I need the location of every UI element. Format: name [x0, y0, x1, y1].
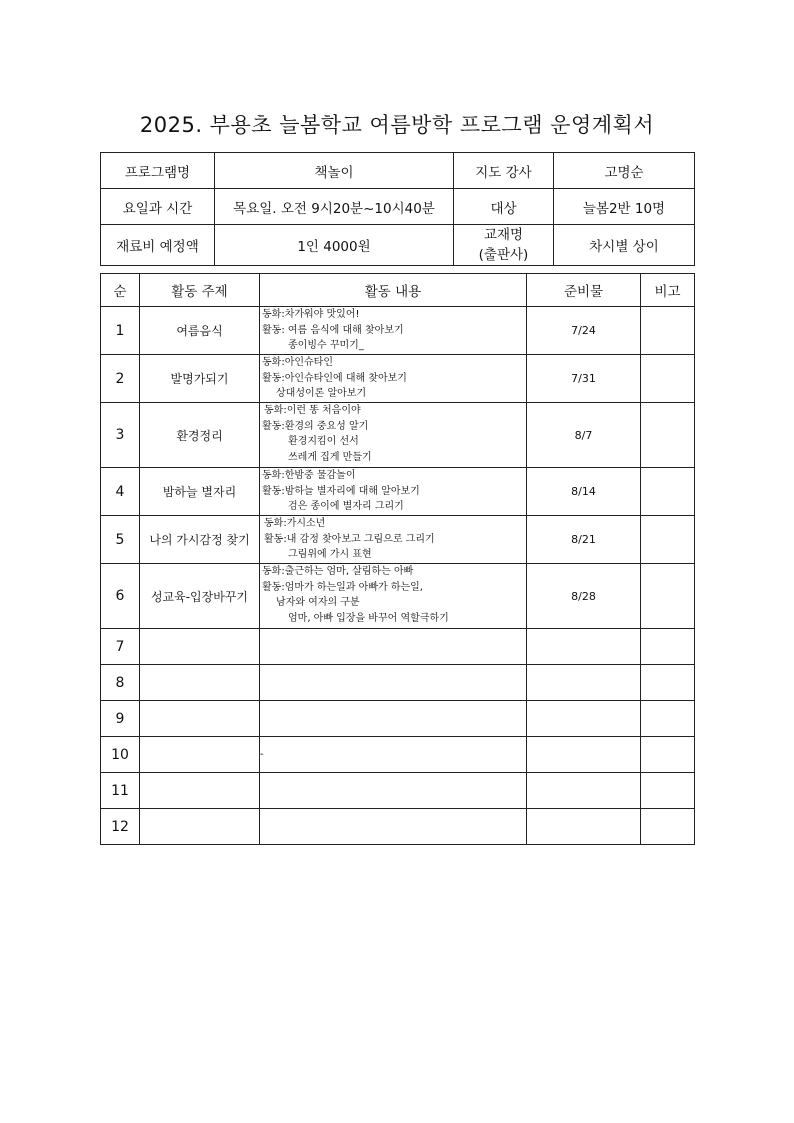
row-content	[260, 564, 527, 629]
table-row	[101, 468, 695, 516]
row-content	[260, 629, 527, 665]
row-number: 10	[101, 737, 140, 773]
row-prep	[527, 629, 641, 665]
table-row	[101, 403, 695, 468]
row-note	[641, 701, 695, 737]
table-row	[101, 516, 695, 564]
row-note	[641, 665, 695, 701]
row-note	[641, 468, 695, 516]
textbook-label-line: 교재명	[483, 227, 524, 243]
content-line: 동화:출근하는 엄마, 살림하는 아빠	[262, 566, 414, 577]
textbook-value: 차시별 상이	[554, 225, 695, 266]
row-topic: 여름음식	[140, 307, 260, 355]
program-info-table	[100, 152, 695, 266]
content-line: 동화:아인슈타인	[262, 357, 333, 368]
row-content: -	[260, 737, 527, 773]
row-prep: 7/31	[527, 355, 641, 403]
table-row	[101, 737, 695, 773]
row-number: 6	[101, 564, 140, 629]
row-prep	[527, 665, 641, 701]
row-note	[641, 629, 695, 665]
row-number: 12	[101, 809, 140, 845]
table-row	[101, 629, 695, 665]
activity-table-header	[101, 274, 695, 307]
content-line: 그림위에 가시 표현	[288, 549, 372, 560]
content-line: 검은 종이에 별자리 그리기	[288, 501, 404, 512]
table-row	[101, 701, 695, 737]
row-note	[641, 564, 695, 629]
row-content	[260, 468, 527, 516]
schedule-label: 요일과 시간	[101, 189, 215, 225]
row-content	[260, 403, 527, 468]
row-content	[260, 773, 527, 809]
row-topic	[140, 737, 260, 773]
content-line: 활동:엄마가 하는일과 아빠가 하는일,	[262, 581, 423, 593]
content-line: 활동: 여름 음식에 대해 찾아보기	[262, 324, 404, 336]
content-line: 활동:아인슈타인에 대해 찾아보기	[262, 372, 407, 384]
row-note	[641, 773, 695, 809]
row-topic	[140, 809, 260, 845]
row-prep: 8/28	[527, 564, 641, 629]
header-no: 순	[101, 274, 140, 307]
row-prep: 7/24	[527, 307, 641, 355]
target-value: 늘봄2반 10명	[554, 189, 695, 225]
row-prep: 8/14	[527, 468, 641, 516]
row-note	[641, 307, 695, 355]
budget-label: 재료비 예정액	[101, 225, 215, 266]
header-prep: 준비물	[527, 274, 641, 307]
row-prep: 8/21	[527, 516, 641, 564]
content-line: 남자와 여자의 구분	[276, 597, 360, 608]
row-number: 9	[101, 701, 140, 737]
row-number: 11	[101, 773, 140, 809]
row-prep	[527, 809, 641, 845]
row-number: 5	[101, 516, 140, 564]
row-note	[641, 516, 695, 564]
table-row	[101, 355, 695, 403]
row-content	[260, 307, 527, 355]
row-topic: 환경정리	[140, 403, 260, 468]
content-line: 동화:한밤중 물감놀이	[262, 470, 356, 481]
row-prep: 8/7	[527, 403, 641, 468]
document-title: 2025. 부용초 늘봄학교 여름방학 프로그램 운영계획서	[139, 113, 655, 137]
activity-table	[100, 273, 695, 845]
row-topic	[140, 773, 260, 809]
content-line: 동화:가시소년	[264, 518, 326, 529]
content-line: 활동:내 감정 찾아보고 그림으로 그리기	[264, 533, 435, 545]
row-number: 7	[101, 629, 140, 665]
content-line: 종이빙수 꾸미기_	[288, 340, 364, 351]
textbook-label	[454, 225, 554, 266]
budget-value: 1인 4000원	[215, 225, 454, 266]
table-row	[101, 773, 695, 809]
instructor-value: 고명순	[554, 153, 695, 189]
program-name-label: 프로그램명	[101, 153, 215, 189]
row-content	[260, 701, 527, 737]
row-prep	[527, 701, 641, 737]
header-content: 활동 내용	[260, 274, 527, 307]
table-row	[101, 809, 695, 845]
row-topic: 나의 가시감정 찾기	[140, 516, 260, 564]
row-number: 8	[101, 665, 140, 701]
content-line: 활동:환경의 중요성 알기	[262, 420, 369, 432]
row-topic	[140, 665, 260, 701]
row-topic	[140, 701, 260, 737]
table-row	[101, 307, 695, 355]
row-number: 2	[101, 355, 140, 403]
target-label: 대상	[454, 189, 554, 225]
row-prep	[527, 737, 641, 773]
row-prep	[527, 773, 641, 809]
header-topic: 활동 주제	[140, 274, 260, 307]
row-note	[641, 403, 695, 468]
content-line: 엄마, 아빠 입장을 바꾸어 역할극하기	[288, 612, 449, 624]
publisher-label-line: (출판사)	[478, 247, 529, 263]
content-line: 동화:이런 똥 처음이야	[264, 405, 361, 416]
instructor-label: 지도 강사	[454, 153, 554, 189]
row-topic: 밤하늘 별자리	[140, 468, 260, 516]
row-number: 1	[101, 307, 140, 355]
row-number: 4	[101, 468, 140, 516]
content-line: 쓰레게 집게 만들기	[288, 451, 372, 463]
row-number: 3	[101, 403, 140, 468]
table-row	[101, 564, 695, 629]
content-line: 동화:차가워야 맛있어!	[262, 309, 360, 320]
table-row	[101, 665, 695, 701]
row-note	[641, 355, 695, 403]
row-note	[641, 809, 695, 845]
row-content	[260, 665, 527, 701]
row-topic	[140, 629, 260, 665]
header-note: 비고	[641, 274, 695, 307]
row-content	[260, 809, 527, 845]
row-topic: 성교육-입장바꾸기	[140, 564, 260, 629]
content-line: 활동:밤하늘 별자리에 대해 알아보기	[262, 485, 420, 497]
row-content	[260, 516, 527, 564]
row-content	[260, 355, 527, 403]
row-note	[641, 737, 695, 773]
schedule-value: 목요일. 오전 9시20분~10시40분	[215, 189, 454, 225]
content-line: 환경지킴이 선서	[288, 436, 359, 447]
content-line: 상대성이론 알아보기	[276, 388, 367, 399]
row-topic: 발명가되기	[140, 355, 260, 403]
program-name-value: 책놀이	[215, 153, 454, 189]
